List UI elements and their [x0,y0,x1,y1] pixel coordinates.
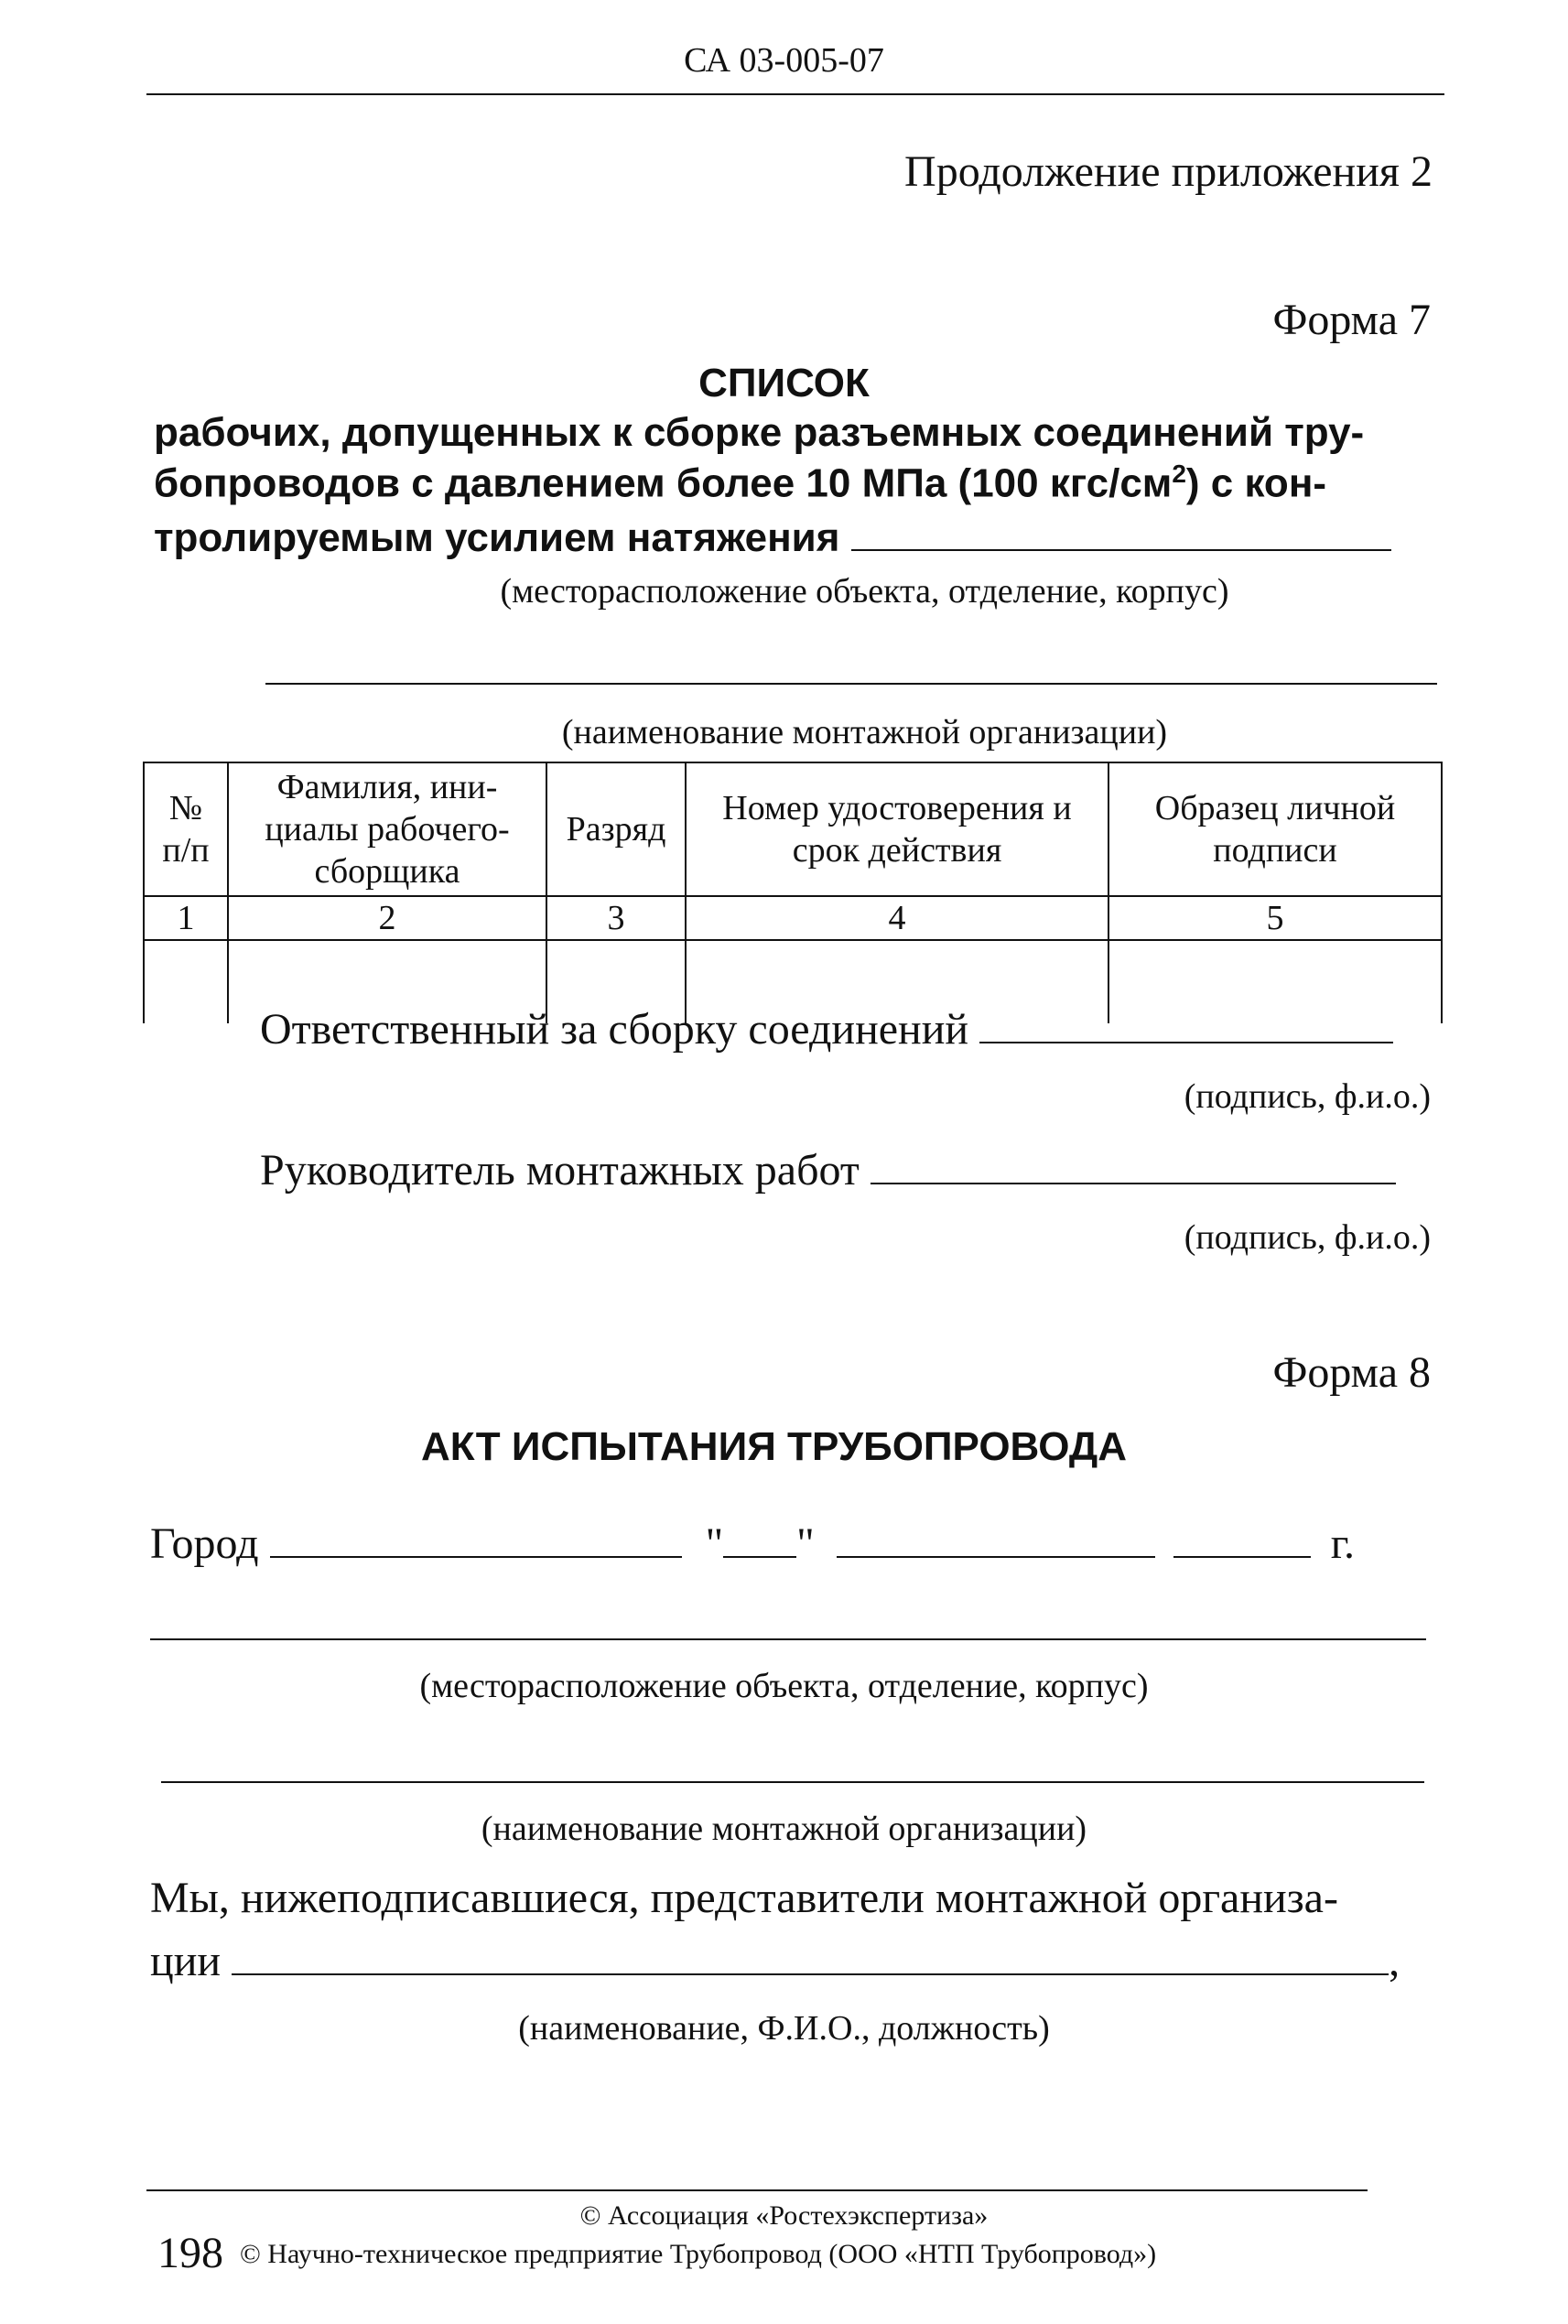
form8-location-field[interactable] [150,1638,1426,1640]
name-caption: (наименование, Ф.И.О., должность) [518,2009,1050,2048]
responsible-label: Ответственный за сборку соединений [260,1005,969,1054]
form8-location-caption: (месторасположение объекта, отделение, корпус) [419,1667,1149,1705]
quote-close: " [796,1519,815,1568]
header-cell-grade [546,762,686,896]
quote-open: " [705,1519,724,1568]
page-number: 198 [157,2229,223,2277]
statement-comma: , [1389,1937,1400,1985]
header-line: циалы рабочего- [265,810,510,849]
table-number-row [144,896,1442,940]
statement-line1: Мы, нижеподписавшиеся, представители монтажной организа- [150,1874,1338,1922]
statement-line2-text: ции [150,1937,222,1985]
column-number-cell: 3 [546,896,686,940]
header-line: срок действия [792,831,1002,870]
column-number-cell: 2 [228,896,546,940]
subtitle-line2-text: бопроводов с давлением более 10 МПа (100 кгс/см [154,460,1173,506]
manager-line [260,1139,1396,1195]
header-cell-signature [1108,762,1442,896]
form7-title: СПИСОК [698,361,870,405]
superscript-two: 2 [1172,459,1186,488]
manager-signature-field[interactable] [871,1139,1396,1184]
doc-code: СА 03-005-07 [684,41,884,80]
header-line: № [168,789,203,827]
responsible-signature-field[interactable] [979,998,1393,1043]
header-line: Фамилия, ини- [276,768,498,806]
footer-rule [146,2189,1368,2191]
subtitle-line2-end: ) с кон- [1185,460,1327,506]
footer-copyright-association: © Ассоциация «Ростехэкспертиза» [579,2200,989,2231]
city-label: Город [150,1519,259,1568]
city-date-line [150,1512,1355,1569]
form7-org-caption: (наименование монтажной организации) [561,713,1168,751]
representatives-field[interactable] [232,1929,1389,1975]
form7-org-field[interactable] [265,683,1437,685]
column-number-cell: 1 [144,896,228,940]
form8-org-field[interactable] [161,1781,1424,1783]
month-field[interactable] [837,1512,1155,1558]
city-field[interactable] [270,1512,682,1558]
header-cell-name [228,762,546,896]
form7-label: Форма 7 [1272,296,1431,344]
form7-subtitle-line3 [154,509,1391,561]
footer-copyright-ntp: © Научно-техническое предприятие Трубопровод (ООО «НТП Трубопровод») [240,2239,1157,2269]
header-line: п/п [162,831,210,870]
form8-label: Форма 8 [1272,1348,1431,1397]
header-cell-certificate [686,762,1108,896]
responsible-line [260,998,1393,1054]
responsible-caption: (подпись, ф.и.о.) [1184,1077,1431,1116]
statement-line2 [150,1929,1400,1986]
empty-cell[interactable] [144,940,228,1023]
manager-label: Руководитель монтажных работ [260,1146,860,1194]
form7-location-caption: (месторасположение объекта, отделение, корпус) [500,572,1229,611]
year-field[interactable] [1173,1512,1311,1558]
header-line: Образец личной [1154,789,1396,827]
subtitle-line3-text: тролируемым усилием натяжения [154,515,840,560]
header-line: сборщика [314,852,460,891]
form7-subtitle-line1: рабочих, допущенных к сборке разъемных соединений тру- [154,410,1365,455]
header-line: Разряд [566,810,666,849]
tension-location-field[interactable] [851,509,1391,551]
column-number-cell: 4 [686,896,1108,940]
form8-title: АКТ ИСПЫТАНИЯ ТРУБОПРОВОДА [421,1424,1127,1469]
header-line: подписи [1213,831,1337,870]
form8-org-caption: (наименование монтажной организации) [481,1810,1087,1848]
form7-subtitle-line2 [154,459,1326,507]
header-rule [146,93,1444,95]
table-header-row [144,762,1442,896]
workers-table [143,762,1443,1023]
year-suffix: г. [1330,1519,1356,1568]
manager-caption: (подпись, ф.и.о.) [1184,1218,1431,1257]
header-line: Номер удостоверения и [722,789,1072,827]
day-field[interactable] [723,1512,796,1558]
column-number-cell: 5 [1108,896,1442,940]
header-cell-number [144,762,228,896]
continuation-label: Продолжение приложения 2 [904,147,1433,196]
